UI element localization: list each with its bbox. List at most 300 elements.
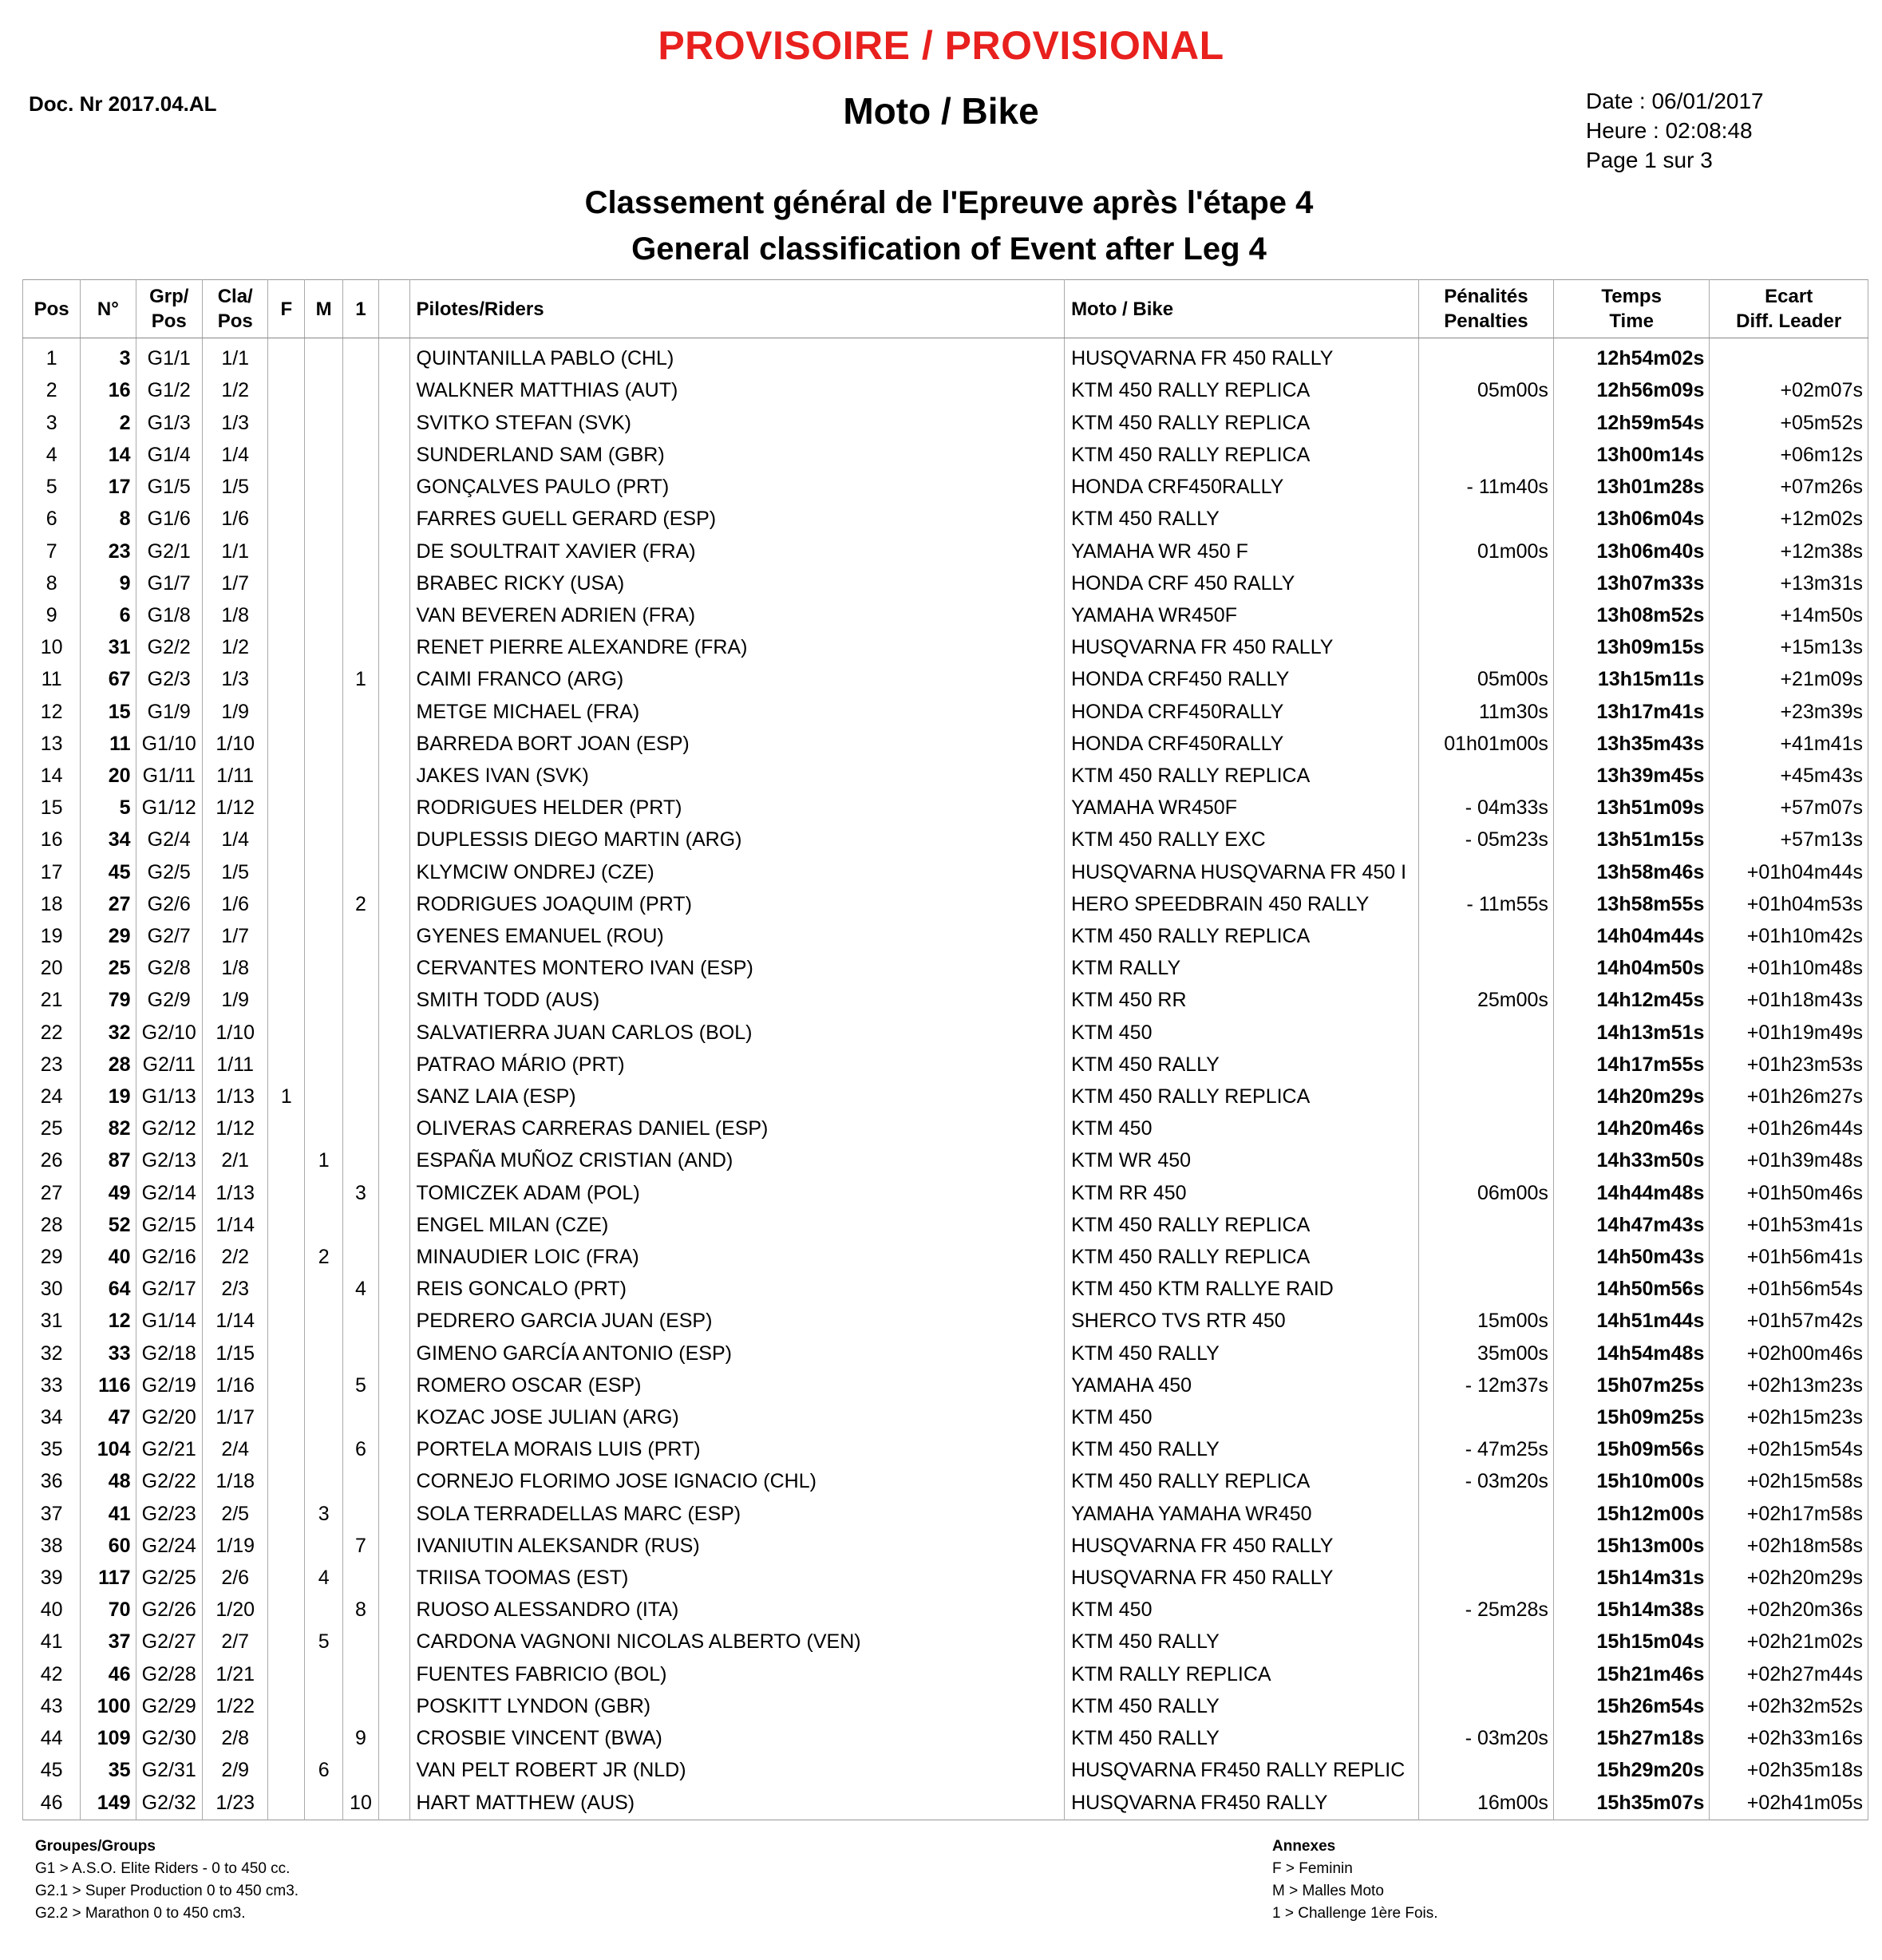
cell-rider: FARRES GUELL GERARD (ESP)	[409, 504, 1065, 535]
legend-m: M > Malles Moto	[1272, 1883, 1384, 1899]
cell-rider: KOZAC JOSE JULIAN (ARG)	[409, 1402, 1065, 1434]
cell-m: 1	[305, 1145, 343, 1177]
cell-gap: +01h23m53s	[1710, 1049, 1868, 1081]
cell-class-pos: 2/5	[202, 1498, 267, 1530]
cell-gap: +02h13m23s	[1710, 1370, 1868, 1402]
cell-pos: 16	[23, 824, 81, 856]
classification-table	[22, 279, 1868, 1820]
cell-m	[305, 1017, 343, 1049]
cell-penalty	[1418, 407, 1553, 439]
cell-spacer	[378, 375, 409, 407]
table-row	[23, 1017, 1868, 1049]
cell-time: 14h51m44s	[1553, 1306, 1709, 1338]
cell-bike: HUSQVARNA FR 450 RALLY	[1065, 1563, 1419, 1594]
cell-group-pos: G2/27	[136, 1626, 202, 1658]
cell-spacer	[378, 1626, 409, 1658]
header-spacer	[378, 280, 409, 338]
cell-f	[268, 1210, 305, 1242]
cell-m	[305, 1113, 343, 1145]
cell-m	[305, 1466, 343, 1498]
cell-m	[305, 985, 343, 1017]
cell-penalty	[1418, 1017, 1553, 1049]
cell-number: 45	[81, 856, 136, 888]
cell-gap: +02h21m02s	[1710, 1626, 1868, 1658]
table-row	[23, 729, 1868, 761]
cell-penalty	[1418, 568, 1553, 600]
cell-penalty: - 11m55s	[1418, 889, 1553, 921]
cell-spacer	[378, 1049, 409, 1081]
cell-number: 14	[81, 440, 136, 472]
cell-one	[343, 1145, 379, 1177]
cell-rider: CAIMI FRANCO (ARG)	[409, 664, 1065, 696]
table-row	[23, 1306, 1868, 1338]
cell-bike: KTM 450 RALLY EXC	[1065, 824, 1419, 856]
table-row	[23, 1787, 1868, 1820]
cell-f	[268, 824, 305, 856]
table-row	[23, 1658, 1868, 1690]
cell-m	[305, 824, 343, 856]
subtitle-english: General classification of Event after Leg 4	[631, 231, 1267, 267]
cell-rider: SANZ LAIA (ESP)	[409, 1081, 1065, 1113]
classification-rows	[23, 338, 1868, 1820]
cell-f	[268, 1402, 305, 1434]
cell-rider: MINAUDIER LOIC (FRA)	[409, 1242, 1065, 1274]
cell-m	[305, 1177, 343, 1209]
cell-time: 13h00m14s	[1553, 440, 1709, 472]
cell-bike: KTM 450 RALLY	[1065, 1626, 1419, 1658]
cell-f	[268, 472, 305, 504]
cell-spacer	[378, 1691, 409, 1723]
cell-group-pos: G2/7	[136, 921, 202, 953]
cell-rider: PORTELA MORAIS LUIS (PRT)	[409, 1434, 1065, 1466]
document-number: Doc. Nr 2017.04.AL	[29, 92, 217, 116]
cell-class-pos: 1/13	[202, 1081, 267, 1113]
cell-class-pos: 1/7	[202, 568, 267, 600]
cell-number: 20	[81, 761, 136, 792]
cell-spacer	[378, 824, 409, 856]
cell-number: 109	[81, 1723, 136, 1755]
cell-one: 2	[343, 889, 379, 921]
cell-one	[343, 1626, 379, 1658]
cell-bike: KTM 450 RALLY REPLICA	[1065, 1242, 1419, 1274]
cell-f: 1	[268, 1081, 305, 1113]
cell-spacer	[378, 1306, 409, 1338]
cell-group-pos: G2/24	[136, 1531, 202, 1563]
cell-group-pos: G2/25	[136, 1563, 202, 1594]
cell-number: 19	[81, 1081, 136, 1113]
cell-penalty: - 04m33s	[1418, 792, 1553, 824]
cell-time: 13h09m15s	[1553, 632, 1709, 664]
cell-class-pos: 1/10	[202, 729, 267, 761]
cell-f	[268, 729, 305, 761]
cell-rider: QUINTANILLA PABLO (CHL)	[409, 338, 1065, 376]
cell-bike: YAMAHA YAMAHA WR450	[1065, 1498, 1419, 1530]
cell-penalty: - 11m40s	[1418, 472, 1553, 504]
cell-one	[343, 1338, 379, 1369]
cell-class-pos: 1/11	[202, 761, 267, 792]
cell-gap: +02h41m05s	[1710, 1787, 1868, 1820]
cell-f	[268, 792, 305, 824]
cell-pos: 24	[23, 1081, 81, 1113]
cell-bike: YAMAHA WR450F	[1065, 792, 1419, 824]
table-row	[23, 1242, 1868, 1274]
cell-one	[343, 1081, 379, 1113]
header-penalties: Pénalités Penalties	[1418, 280, 1553, 338]
cell-pos: 21	[23, 985, 81, 1017]
table-row	[23, 1755, 1868, 1787]
cell-time: 14h47m43s	[1553, 1210, 1709, 1242]
cell-f	[268, 375, 305, 407]
cell-one	[343, 1113, 379, 1145]
cell-bike: KTM 450 RALLY	[1065, 1723, 1419, 1755]
cell-group-pos: G2/12	[136, 1113, 202, 1145]
cell-bike: YAMAHA WR450F	[1065, 600, 1419, 632]
table-row	[23, 407, 1868, 439]
cell-m	[305, 889, 343, 921]
table-row	[23, 1145, 1868, 1177]
cell-group-pos: G2/10	[136, 1017, 202, 1049]
cell-time: 15h09m25s	[1553, 1402, 1709, 1434]
cell-penalty: 15m00s	[1418, 1306, 1553, 1338]
cell-m	[305, 1787, 343, 1820]
cell-penalty	[1418, 1691, 1553, 1723]
cell-time: 15h15m04s	[1553, 1626, 1709, 1658]
cell-f	[268, 1691, 305, 1723]
cell-one: 10	[343, 1787, 379, 1820]
page-indicator: Page 1 sur 3	[1586, 148, 1713, 172]
table-row	[23, 1594, 1868, 1626]
cell-penalty	[1418, 856, 1553, 888]
header-class-pos: Cla/ Pos	[202, 280, 267, 338]
header-one: 1	[343, 280, 379, 338]
cell-pos: 29	[23, 1242, 81, 1274]
cell-one	[343, 921, 379, 953]
cell-spacer	[378, 1658, 409, 1690]
cell-pos: 1	[23, 338, 81, 376]
cell-f	[268, 1306, 305, 1338]
cell-time: 12h54m02s	[1553, 338, 1709, 376]
cell-bike: KTM 450 RALLY REPLICA	[1065, 407, 1419, 439]
cell-bike: KTM 450 KTM RALLYE RAID	[1065, 1274, 1419, 1306]
cell-pos: 5	[23, 472, 81, 504]
cell-bike: KTM 450 RALLY	[1065, 1049, 1419, 1081]
cell-rider: SMITH TODD (AUS)	[409, 985, 1065, 1017]
table-row	[23, 856, 1868, 888]
cell-group-pos: G1/6	[136, 504, 202, 535]
cell-m	[305, 1274, 343, 1306]
cell-class-pos: 1/14	[202, 1210, 267, 1242]
cell-one: 8	[343, 1594, 379, 1626]
cell-rider: CORNEJO FLORIMO JOSE IGNACIO (CHL)	[409, 1466, 1065, 1498]
cell-gap: +07m26s	[1710, 472, 1868, 504]
cell-class-pos: 1/6	[202, 889, 267, 921]
cell-gap: +13m31s	[1710, 568, 1868, 600]
cell-bike: YAMAHA 450	[1065, 1370, 1419, 1402]
table-row	[23, 985, 1868, 1017]
table-row	[23, 921, 1868, 953]
cell-gap: +01h19m49s	[1710, 1017, 1868, 1049]
cell-spacer	[378, 632, 409, 664]
cell-group-pos: G2/11	[136, 1049, 202, 1081]
cell-gap: +01h56m41s	[1710, 1242, 1868, 1274]
cell-pos: 35	[23, 1434, 81, 1466]
cell-number: 27	[81, 889, 136, 921]
table-row	[23, 535, 1868, 567]
cell-f	[268, 504, 305, 535]
cell-time: 15h10m00s	[1553, 1466, 1709, 1498]
cell-penalty: - 47m25s	[1418, 1434, 1553, 1466]
cell-number: 5	[81, 792, 136, 824]
cell-time: 14h54m48s	[1553, 1338, 1709, 1369]
cell-m	[305, 1049, 343, 1081]
cell-number: 70	[81, 1594, 136, 1626]
page-title: Moto / Bike	[843, 90, 1039, 132]
cell-time: 14h20m29s	[1553, 1081, 1709, 1113]
cell-pos: 36	[23, 1466, 81, 1498]
cell-group-pos: G2/16	[136, 1242, 202, 1274]
cell-pos: 41	[23, 1626, 81, 1658]
cell-gap: +02h17m58s	[1710, 1498, 1868, 1530]
cell-rider: PATRAO MÁRIO (PRT)	[409, 1049, 1065, 1081]
header-m: M	[305, 280, 343, 338]
cell-spacer	[378, 600, 409, 632]
cell-m	[305, 921, 343, 953]
cell-m: 4	[305, 1563, 343, 1594]
cell-pos: 15	[23, 792, 81, 824]
cell-pos: 34	[23, 1402, 81, 1434]
cell-group-pos: G2/5	[136, 856, 202, 888]
cell-pos: 7	[23, 535, 81, 567]
cell-f	[268, 1274, 305, 1306]
cell-f	[268, 568, 305, 600]
cell-one	[343, 1563, 379, 1594]
table-row	[23, 953, 1868, 985]
cell-f	[268, 1723, 305, 1755]
cell-group-pos: G2/17	[136, 1274, 202, 1306]
cell-penalty	[1418, 1049, 1553, 1081]
cell-rider: KLYMCIW ONDREJ (CZE)	[409, 856, 1065, 888]
cell-number: 31	[81, 632, 136, 664]
cell-group-pos: G2/6	[136, 889, 202, 921]
cell-rider: VAN PELT ROBERT JR (NLD)	[409, 1755, 1065, 1787]
cell-m	[305, 632, 343, 664]
table-row	[23, 1210, 1868, 1242]
cell-gap: +01h04m44s	[1710, 856, 1868, 888]
cell-number: 9	[81, 568, 136, 600]
cell-pos: 26	[23, 1145, 81, 1177]
cell-m: 2	[305, 1242, 343, 1274]
cell-rider: PEDRERO GARCIA JUAN (ESP)	[409, 1306, 1065, 1338]
cell-group-pos: G2/18	[136, 1338, 202, 1369]
cell-f	[268, 1113, 305, 1145]
cell-time: 14h04m50s	[1553, 953, 1709, 985]
cell-number: 3	[81, 338, 136, 376]
cell-f	[268, 1626, 305, 1658]
cell-class-pos: 2/7	[202, 1626, 267, 1658]
cell-class-pos: 2/3	[202, 1274, 267, 1306]
cell-f	[268, 338, 305, 376]
cell-pos: 4	[23, 440, 81, 472]
cell-spacer	[378, 440, 409, 472]
cell-pos: 28	[23, 1210, 81, 1242]
date-text: Date : 06/01/2017	[1586, 89, 1764, 113]
cell-one	[343, 1242, 379, 1274]
cell-bike: YAMAHA WR 450 F	[1065, 535, 1419, 567]
table-row	[23, 338, 1868, 376]
cell-number: 82	[81, 1113, 136, 1145]
cell-number: 6	[81, 600, 136, 632]
cell-pos: 17	[23, 856, 81, 888]
table-row	[23, 1563, 1868, 1594]
cell-m	[305, 600, 343, 632]
cell-one	[343, 1498, 379, 1530]
cell-rider: RENET PIERRE ALEXANDRE (FRA)	[409, 632, 1065, 664]
cell-m	[305, 568, 343, 600]
cell-class-pos: 1/21	[202, 1658, 267, 1690]
cell-f	[268, 1049, 305, 1081]
table-row	[23, 1338, 1868, 1369]
header-gap: Ecart Diff. Leader	[1710, 280, 1868, 338]
header-number: N°	[81, 280, 136, 338]
cell-rider: SVITKO STEFAN (SVK)	[409, 407, 1065, 439]
cell-gap: +01h04m53s	[1710, 889, 1868, 921]
cell-one: 4	[343, 1274, 379, 1306]
cell-class-pos: 1/17	[202, 1402, 267, 1434]
cell-penalty	[1418, 953, 1553, 985]
cell-class-pos: 2/1	[202, 1145, 267, 1177]
cell-gap: +01h18m43s	[1710, 985, 1868, 1017]
table-row	[23, 472, 1868, 504]
cell-class-pos: 1/10	[202, 1017, 267, 1049]
cell-penalty: 25m00s	[1418, 985, 1553, 1017]
cell-class-pos: 2/6	[202, 1563, 267, 1594]
cell-class-pos: 2/4	[202, 1434, 267, 1466]
cell-time: 15h21m46s	[1553, 1658, 1709, 1690]
table-row	[23, 696, 1868, 728]
cell-bike: HONDA CRF450RALLY	[1065, 729, 1419, 761]
cell-f	[268, 1658, 305, 1690]
cell-m	[305, 1691, 343, 1723]
cell-one	[343, 568, 379, 600]
cell-class-pos: 1/16	[202, 1370, 267, 1402]
cell-rider: CARDONA VAGNONI NICOLAS ALBERTO (VEN)	[409, 1626, 1065, 1658]
cell-time: 14h44m48s	[1553, 1177, 1709, 1209]
document-meta	[1586, 86, 1764, 175]
cell-number: 2	[81, 407, 136, 439]
cell-one	[343, 1049, 379, 1081]
cell-number: 25	[81, 953, 136, 985]
cell-spacer	[378, 1498, 409, 1530]
cell-gap: +02h27m44s	[1710, 1658, 1868, 1690]
cell-pos: 3	[23, 407, 81, 439]
cell-f	[268, 1017, 305, 1049]
cell-rider: CROSBIE VINCENT (BWA)	[409, 1723, 1065, 1755]
cell-spacer	[378, 1787, 409, 1820]
table-row	[23, 1531, 1868, 1563]
cell-bike: KTM 450	[1065, 1594, 1419, 1626]
cell-number: 79	[81, 985, 136, 1017]
cell-bike: KTM RR 450	[1065, 1177, 1419, 1209]
cell-m	[305, 953, 343, 985]
cell-spacer	[378, 1466, 409, 1498]
cell-m: 5	[305, 1626, 343, 1658]
cell-class-pos: 1/8	[202, 953, 267, 985]
cell-bike: KTM 450	[1065, 1402, 1419, 1434]
cell-time: 12h59m54s	[1553, 407, 1709, 439]
cell-rider: RODRIGUES JOAQUIM (PRT)	[409, 889, 1065, 921]
header-pos: Pos	[23, 280, 81, 338]
cell-spacer	[378, 338, 409, 376]
cell-gap: +02h20m29s	[1710, 1563, 1868, 1594]
cell-one: 1	[343, 664, 379, 696]
cell-time: 13h06m04s	[1553, 504, 1709, 535]
legend-g1: G1 > A.S.O. Elite Riders - 0 to 450 cc.	[35, 1860, 291, 1877]
cell-number: 41	[81, 1498, 136, 1530]
cell-m	[305, 696, 343, 728]
cell-m	[305, 1210, 343, 1242]
cell-penalty	[1418, 632, 1553, 664]
cell-one	[343, 472, 379, 504]
cell-bike: SHERCO TVS RTR 450	[1065, 1306, 1419, 1338]
cell-spacer	[378, 985, 409, 1017]
cell-spacer	[378, 1755, 409, 1787]
cell-number: 28	[81, 1049, 136, 1081]
cell-class-pos: 1/2	[202, 375, 267, 407]
cell-f	[268, 407, 305, 439]
cell-time: 14h50m56s	[1553, 1274, 1709, 1306]
cell-gap: +21m09s	[1710, 664, 1868, 696]
cell-number: 47	[81, 1402, 136, 1434]
cell-group-pos: G1/14	[136, 1306, 202, 1338]
cell-number: 17	[81, 472, 136, 504]
cell-rider: ROMERO OSCAR (ESP)	[409, 1370, 1065, 1402]
cell-gap: +02h00m46s	[1710, 1338, 1868, 1369]
cell-spacer	[378, 472, 409, 504]
cell-time: 14h50m43s	[1553, 1242, 1709, 1274]
cell-penalty: 01m00s	[1418, 535, 1553, 567]
cell-time: 13h51m15s	[1553, 824, 1709, 856]
cell-m	[305, 407, 343, 439]
cell-time: 14h33m50s	[1553, 1145, 1709, 1177]
cell-spacer	[378, 1402, 409, 1434]
cell-f	[268, 1145, 305, 1177]
cell-f	[268, 1242, 305, 1274]
cell-m	[305, 729, 343, 761]
cell-one	[343, 535, 379, 567]
cell-one	[343, 1210, 379, 1242]
cell-rider: ENGEL MILAN (CZE)	[409, 1210, 1065, 1242]
cell-gap: +01h56m54s	[1710, 1274, 1868, 1306]
legend-g21: G2.1 > Super Production 0 to 450 cm3.	[35, 1883, 299, 1899]
table-row	[23, 1723, 1868, 1755]
cell-class-pos: 1/12	[202, 1113, 267, 1145]
cell-time: 14h12m45s	[1553, 985, 1709, 1017]
cell-group-pos: G2/2	[136, 632, 202, 664]
cell-gap: +01h26m44s	[1710, 1113, 1868, 1145]
cell-pos: 33	[23, 1370, 81, 1402]
cell-m	[305, 504, 343, 535]
cell-pos: 22	[23, 1017, 81, 1049]
cell-number: 12	[81, 1306, 136, 1338]
cell-pos: 20	[23, 953, 81, 985]
cell-number: 60	[81, 1531, 136, 1563]
cell-spacer	[378, 1113, 409, 1145]
cell-rider: CERVANTES MONTERO IVAN (ESP)	[409, 953, 1065, 985]
cell-gap: +01h10m48s	[1710, 953, 1868, 985]
cell-f	[268, 921, 305, 953]
cell-rider: SOLA TERRADELLAS MARC (ESP)	[409, 1498, 1065, 1530]
cell-spacer	[378, 729, 409, 761]
